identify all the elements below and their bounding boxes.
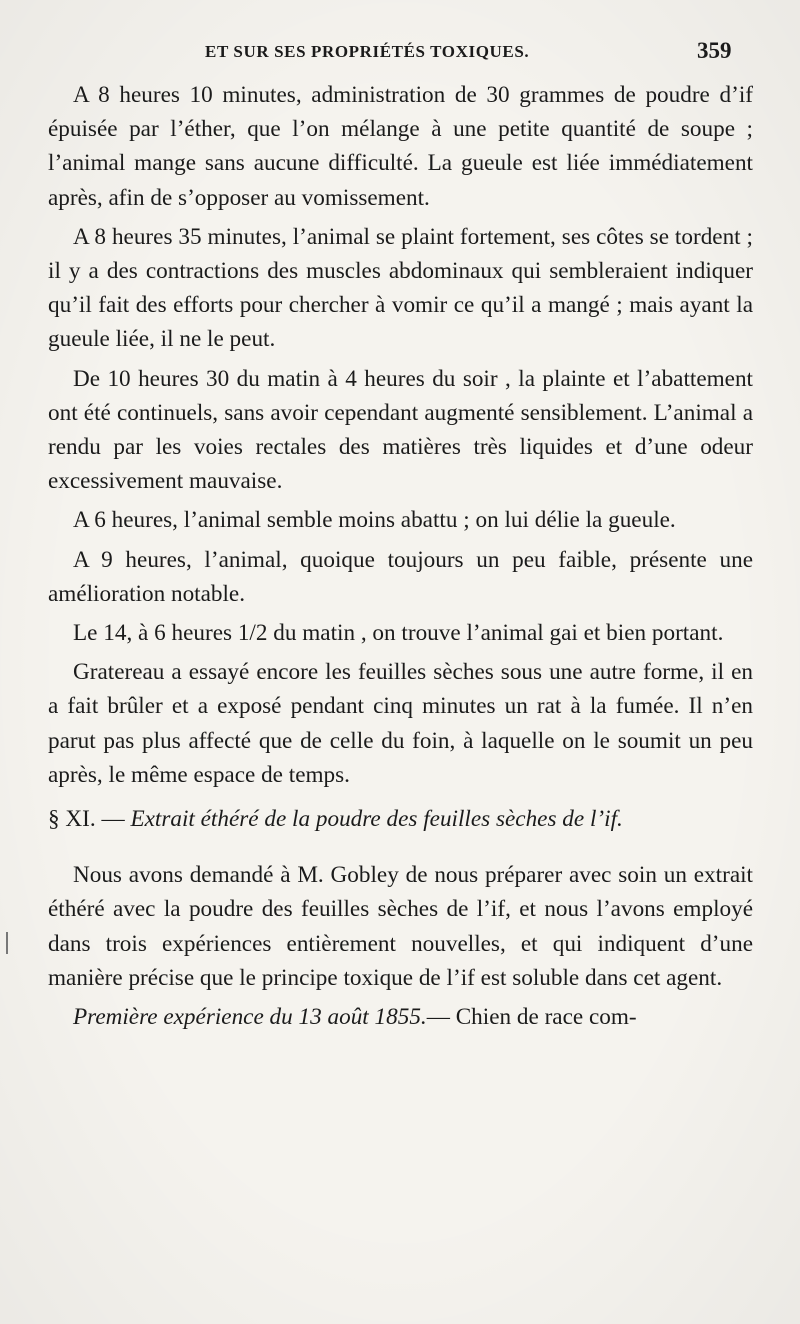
experience-paragraph <box>48 1000 753 1034</box>
paragraph: Le 14, à 6 heures 1/2 du matin , on trouve l’animal gai et bien portant. <box>73 620 724 647</box>
section-heading <box>48 802 753 836</box>
experience-lead: Première expérience du 13 août 1855. <box>73 1004 427 1031</box>
page-header <box>0 38 800 72</box>
paragraph: A 6 heures, l’animal semble moins abattu ; on lui délie la gueule. <box>73 507 676 534</box>
paragraph: Nous avons demandé à M. Gobley de nous préparer avec soin un extrait éthéré avec la poudre des feuilles sèches de l’if, et nous l’avons employé dans trois expériences entièrement nouvelles, et qui indiquent d’une manière précise que le principe toxique de l’if est soluble dans cet agent. <box>48 862 753 991</box>
paragraph: A 8 heures 10 minutes, administration de 30 grammes de poudre d’if épuisée par l’éther, que l’on mélange à une petite quantité de soupe ; l’animal mange sans aucune difficulté. La gueule est liée immédiatement après, afin de s’opposer au vomissement. <box>48 82 753 211</box>
experience-text: — Chien de race com- <box>426 1004 637 1031</box>
body-text <box>48 78 753 1034</box>
section-title: Extrait éthéré de la poudre des feuilles sèches de l’if. <box>130 806 623 833</box>
paragraph: De 10 heures 30 du matin à 4 heures du soir , la plainte et l’abattement ont été continuels, sans avoir cependant augmenté sensiblement. L’animal a rendu par les voies rectales des matières très liquides et d’une odeur excessivement mauvaise. <box>48 365 753 495</box>
running-title: ET SUR SES PROPRIÉTÉS TOXIQUES. <box>205 42 530 61</box>
paragraph: A 8 heures 35 minutes, l’animal se plaint fortement, ses côtes se tordent ; il y a des contractions des muscles abdominaux qui sembleraient indiquer qu’il fait des efforts pour chercher à vomir ce qu’il a mangé ; mais ayant la gueule liée, il ne le peut. <box>48 223 753 353</box>
page-number: 359 <box>697 38 732 63</box>
section-number: § XI. — <box>48 806 125 833</box>
paragraph: A 9 heures, l’animal, quoique toujours un peu faible, présente une amélioration notable. <box>48 546 753 607</box>
paragraph: Gratereau a essayé encore les feuilles sèches sous une autre forme, il en a fait brûler et a exposé pendant cinq minutes un rat à la fumée. Il n’en parut pas plus affecté que de celle du foin, à laquelle on le soumit un peu après, le même espace de temps. <box>48 659 753 788</box>
margin-mark <box>6 932 8 954</box>
